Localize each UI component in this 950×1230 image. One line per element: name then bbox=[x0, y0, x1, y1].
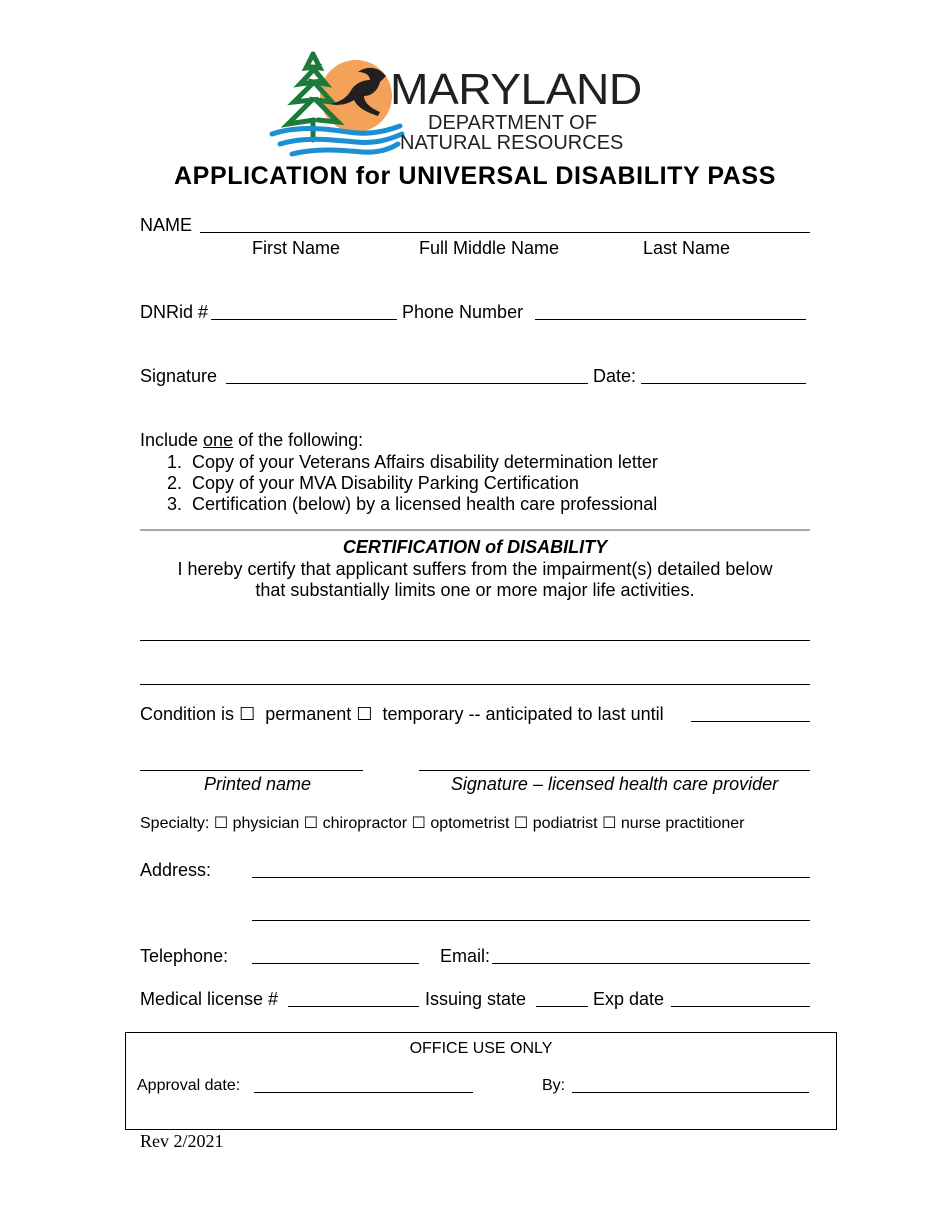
list-item: 1. Copy of your Veterans Affairs disability determination letter bbox=[167, 452, 658, 472]
certification-text-line1: I hereby certify that applicant suffers from the impairment(s) detailed below bbox=[177, 559, 773, 579]
specialty-label: Specialty: bbox=[140, 815, 210, 832]
logo-state-name: MARYLAND bbox=[390, 65, 642, 114]
certification-heading: CERTIFICATION of DISABILITY bbox=[342, 537, 608, 557]
phone-label: Phone Number bbox=[402, 302, 524, 322]
page-title: APPLICATION for UNIVERSAL DISABILITY PASS bbox=[174, 162, 776, 190]
temporary-label: temporary -- anticipated to last until bbox=[382, 704, 664, 724]
address-line-1[interactable] bbox=[252, 877, 810, 878]
optometrist-checkbox[interactable]: ☐ bbox=[411, 813, 426, 832]
address-line-2[interactable] bbox=[252, 920, 810, 921]
list-item: 2. Copy of your MVA Disability Parking Certification bbox=[167, 473, 579, 493]
specialty-row bbox=[140, 813, 745, 833]
condition-label: Condition is bbox=[140, 704, 235, 724]
provider-signature-caption: Signature – licensed health care provider bbox=[450, 774, 779, 794]
section-divider bbox=[140, 529, 810, 531]
revision-note: Rev 2/2021 bbox=[140, 1131, 224, 1151]
phone-field[interactable] bbox=[535, 319, 806, 320]
list-item-text: Certification (below) by a licensed health care professional bbox=[192, 494, 658, 514]
condition-row bbox=[140, 704, 664, 725]
name-field[interactable] bbox=[200, 232, 810, 233]
water-waves-icon bbox=[272, 126, 402, 154]
signature-field[interactable] bbox=[226, 383, 588, 384]
impairment-line-1[interactable] bbox=[140, 640, 810, 641]
chiropractor-label: chiropractor bbox=[322, 815, 408, 832]
exp-date-field[interactable] bbox=[671, 1006, 810, 1007]
medical-license-field[interactable] bbox=[288, 1006, 419, 1007]
telephone-field[interactable] bbox=[252, 963, 419, 964]
include-intro-underlined: one bbox=[203, 430, 234, 450]
by-label: By: bbox=[542, 1077, 566, 1094]
first-name-caption: First Name bbox=[252, 238, 341, 258]
podiatrist-label: podiatrist bbox=[532, 815, 598, 832]
dnrid-label: DNRid # bbox=[140, 302, 209, 322]
podiatrist-checkbox[interactable]: ☐ bbox=[513, 813, 529, 832]
chiropractor-checkbox[interactable]: ☐ bbox=[303, 813, 319, 832]
printed-name-field[interactable] bbox=[140, 770, 363, 771]
optometrist-label: optometrist bbox=[430, 815, 510, 832]
email-label: Email: bbox=[440, 946, 491, 966]
include-intro bbox=[140, 430, 363, 451]
medical-license-label: Medical license # bbox=[140, 989, 279, 1009]
last-name-caption: Last Name bbox=[643, 238, 731, 258]
issuing-state-field[interactable] bbox=[536, 1006, 588, 1007]
exp-date-label: Exp date bbox=[593, 989, 665, 1009]
physician-checkbox[interactable]: ☐ bbox=[213, 813, 229, 832]
signature-label: Signature bbox=[140, 366, 218, 386]
physician-label: physician bbox=[232, 815, 300, 832]
address-label: Address: bbox=[140, 860, 212, 880]
provider-signature-field[interactable] bbox=[419, 770, 810, 771]
issuing-state-label: Issuing state bbox=[425, 989, 527, 1009]
temporary-checkbox[interactable]: ☐ bbox=[356, 704, 373, 725]
temporary-until-field[interactable] bbox=[691, 721, 810, 722]
date-label: Date: bbox=[593, 366, 637, 386]
nurse-practitioner-checkbox[interactable]: ☐ bbox=[602, 813, 617, 832]
permanent-label: permanent bbox=[265, 704, 352, 724]
approval-date-label: Approval date: bbox=[137, 1077, 241, 1094]
include-intro-suffix: of the following: bbox=[233, 430, 364, 450]
logo-department-line1: DEPARTMENT OF bbox=[428, 112, 597, 134]
office-use-title: OFFICE USE ONLY bbox=[409, 1040, 553, 1057]
printed-name-caption: Printed name bbox=[203, 774, 312, 794]
approval-date-field[interactable] bbox=[254, 1092, 473, 1093]
include-intro-prefix: Include bbox=[140, 430, 204, 450]
list-item-text: Copy of your Veterans Affairs disability determination letter bbox=[192, 452, 658, 472]
by-field[interactable] bbox=[572, 1092, 809, 1093]
dnrid-field[interactable] bbox=[211, 319, 397, 320]
email-field[interactable] bbox=[492, 963, 810, 964]
nurse-practitioner-label: nurse practitioner bbox=[620, 815, 745, 832]
impairment-line-2[interactable] bbox=[140, 684, 810, 685]
date-field[interactable] bbox=[641, 383, 806, 384]
name-label: NAME bbox=[140, 215, 193, 235]
logo-department-line2: NATURAL RESOURCES bbox=[400, 132, 624, 154]
list-item: 3. Certification (below) by a licensed health care professional bbox=[167, 494, 658, 514]
list-item-text: Copy of your MVA Disability Parking Certification bbox=[192, 473, 579, 493]
telephone-label: Telephone: bbox=[140, 946, 229, 966]
certification-text-line2: that substantially limits one or more major life activities. bbox=[255, 580, 695, 600]
middle-name-caption: Full Middle Name bbox=[419, 238, 560, 258]
permanent-checkbox[interactable]: ☐ bbox=[239, 704, 256, 725]
